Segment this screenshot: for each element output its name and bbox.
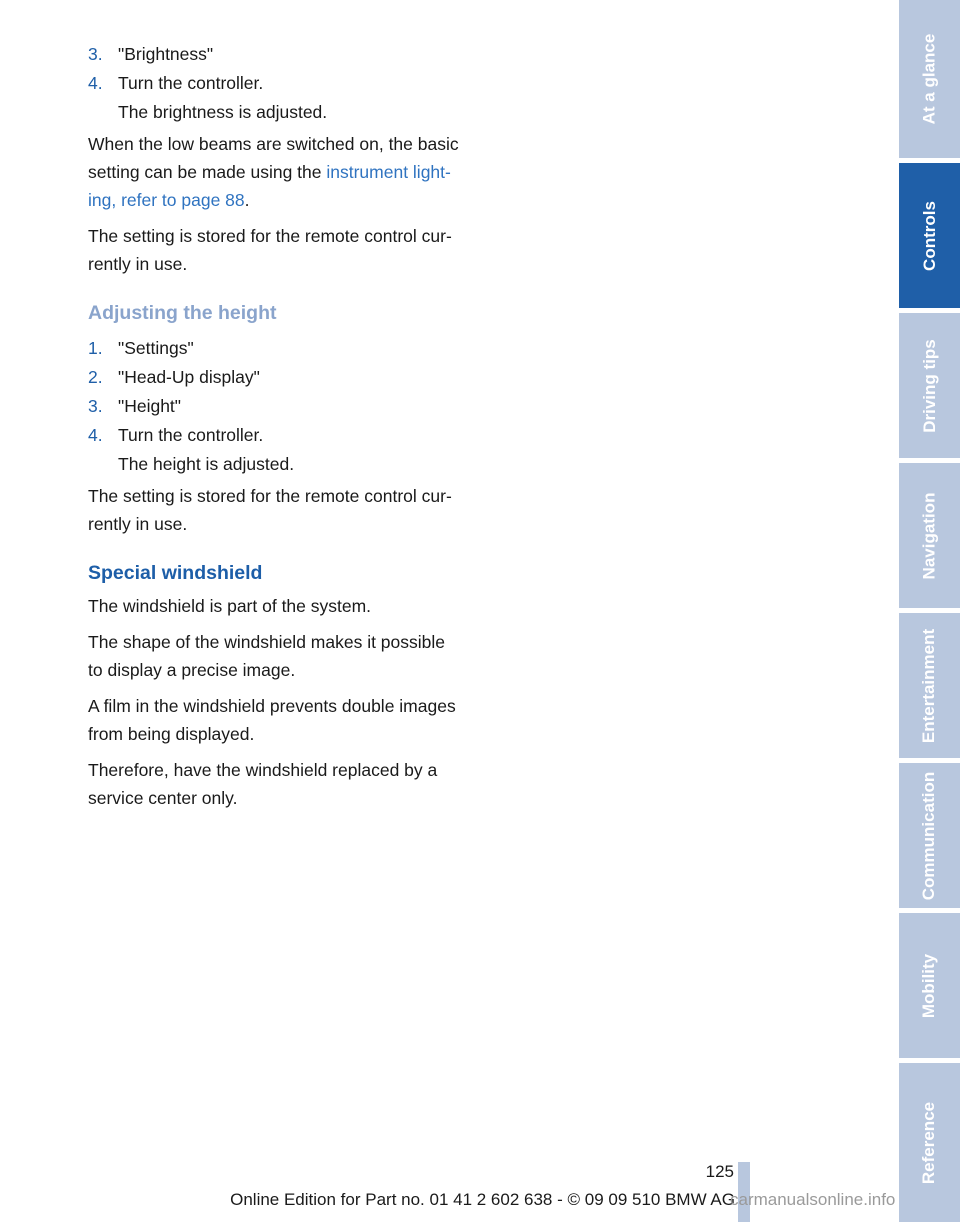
step-number: 4.	[88, 73, 103, 93]
step-text: Turn the controller.	[118, 73, 264, 93]
tab-navigation[interactable]	[899, 463, 960, 608]
step-text: "Brightness"	[118, 44, 214, 64]
step-result: The brightness is adjusted.	[118, 102, 328, 122]
windshield-paragraph: The shape of the windshield makes it possible to display a precise image.	[88, 632, 446, 680]
windshield-paragraph: A film in the windshield prevents double images from being displayed.	[88, 696, 456, 744]
step-number: 1.	[88, 338, 103, 358]
windshield-paragraph: The windshield is part of the system.	[88, 596, 372, 616]
step-head-up-display	[88, 363, 464, 391]
chapter-tabs	[899, 0, 960, 1222]
stored-paragraph: The setting is stored for the remote control cur‐ rently in use.	[88, 226, 452, 274]
step-number: 2.	[88, 367, 103, 387]
page-number: 125	[705, 1162, 734, 1181]
footer-text: Online Edition for Part no. 01 41 2 602 638 - © 09 09 510 BMW AG	[230, 1190, 735, 1209]
tab-communication[interactable]	[899, 763, 960, 908]
step-number: 3.	[88, 396, 103, 416]
step-text: Turn the controller.	[118, 425, 264, 445]
tab-label: Communication	[919, 771, 939, 900]
tab-entertainment[interactable]	[899, 613, 960, 758]
low-beams-paragraph	[88, 130, 464, 214]
tab-label: Mobility	[919, 953, 939, 1018]
step-height	[88, 392, 464, 420]
tab-mobility[interactable]	[899, 913, 960, 1058]
step-number: 3.	[88, 44, 103, 64]
windshield-heading: Special windshield	[88, 562, 263, 584]
step-brightness	[88, 40, 464, 68]
stored-paragraph: The setting is stored for the remote control cur‐ rently in use.	[88, 486, 452, 534]
tab-label: Controls	[919, 200, 939, 271]
paragraph-text: When the low beams are switched on, the basic setting can be made using the	[88, 134, 459, 182]
paragraph-text: .	[244, 190, 250, 210]
tab-controls[interactable]	[899, 163, 960, 308]
step-turn-controller	[88, 69, 464, 97]
watermark: carmanualsonline.info	[730, 1190, 896, 1209]
step-text: "Settings"	[118, 338, 194, 358]
tab-label: Navigation	[919, 492, 939, 579]
step-turn-controller	[88, 421, 464, 449]
step-result: The height is adjusted.	[118, 454, 295, 474]
instrument-lighting-link[interactable]: instrument light‐ ing, refer to page 88	[88, 162, 451, 210]
tab-reference[interactable]	[899, 1063, 960, 1222]
step-text: "Height"	[118, 396, 182, 416]
tab-at-a-glance[interactable]	[899, 0, 960, 158]
step-number: 4.	[88, 425, 103, 445]
step-settings	[88, 334, 464, 362]
tab-label: Entertainment	[919, 628, 939, 743]
page-content	[88, 40, 464, 820]
tab-label: At a glance	[919, 33, 939, 125]
step-text: "Head-Up display"	[118, 367, 260, 387]
windshield-paragraph: Therefore, have the windshield replaced by a service center only.	[88, 760, 438, 808]
height-heading: Adjusting the height	[88, 302, 277, 324]
tab-driving-tips[interactable]	[899, 313, 960, 458]
tab-label: Reference	[919, 1101, 939, 1184]
tab-label: Driving tips	[919, 338, 939, 433]
